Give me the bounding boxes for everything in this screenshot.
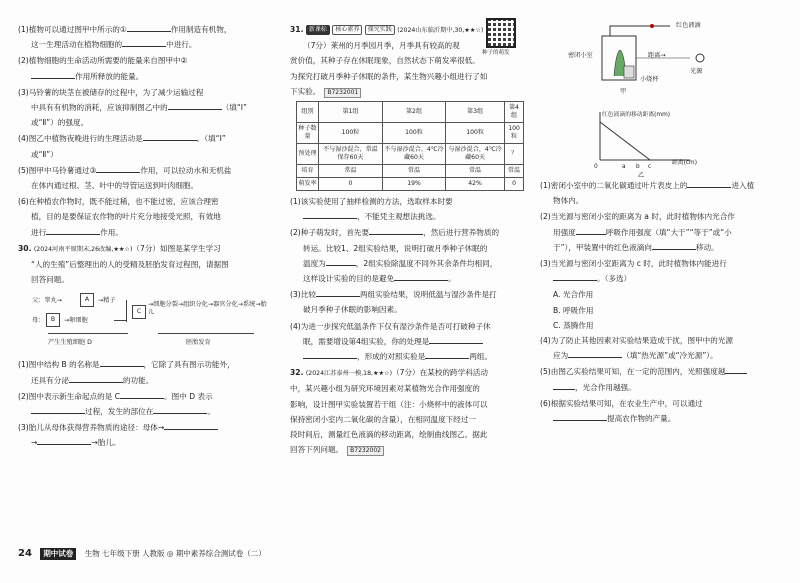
answer-blank[interactable] [168, 100, 222, 110]
structure-a-box: A [80, 293, 94, 307]
question-32-3: (3)当光源与密闭小室距离为 c 时，此时植物体内能进行 。（多选） [540, 259, 727, 284]
bracket-line [48, 333, 128, 334]
question-29-2: (2)植物细胞的生命活动所需要的能量来自图甲中② 作用所释放的能量。 [18, 56, 188, 81]
answer-blank[interactable] [576, 225, 606, 235]
question-29-1: (1)植物可以通过图甲中所示的① 作用制造有机物， 这一生理活动在植物细胞的 中进行。 [18, 22, 274, 52]
answer-blank[interactable] [568, 348, 622, 358]
answer-blank[interactable] [316, 287, 360, 297]
question-32-6: (6)根据实验结果可知，在农业生产中，可以通过 提高农作物的产量。 [540, 398, 703, 424]
answer-blank[interactable] [394, 271, 448, 281]
question-29-5: (5)图甲中马铃薯通过③ 作用，可以拉动水和无机盐 在体内通过根、茎、叶中的导管运送到叶肉细胞。 [18, 163, 274, 193]
connector-line [114, 320, 127, 321]
answer-blank[interactable] [31, 69, 75, 79]
question-32-1: (1)密闭小室中的二氧化碳通过叶片表皮上的 进入植 物体内。 [540, 178, 788, 208]
question-32-4: (4)为了防止其他因素对实验结果造成干扰，图甲中的光源 应为 （填“热光源”或“冷光源”）。 [540, 336, 734, 361]
answer-blank[interactable] [687, 178, 731, 188]
answer-blank[interactable] [425, 349, 469, 359]
answer-blank[interactable] [303, 349, 357, 359]
column-left [18, 22, 274, 452]
page-footer [18, 548, 266, 560]
answer-blank[interactable] [122, 37, 166, 47]
answer-blank[interactable] [369, 225, 423, 235]
question-30-1: (1)图中结构 B 的名称是 ，它除了具有图示功能外， 还具有分泌 的功能。 [18, 357, 274, 387]
option-a[interactable]: A. 光合作用 [553, 290, 594, 300]
answer-blank[interactable] [725, 364, 747, 374]
question-32: 32. (2024江苏泰州一模,18,★★☆)（7分）在某校的跨学科活动 中，某兴趣小组为研究环境因素对某植物光合作用强度的 影响，设计图甲实验装置若干组（注：小烧杯中的液体可以 保持密闭小室内二氧化碳的含量），在相同温度下经过一 段时间后，测量红色液滴的移动距离，绘制曲线图乙。据此 回答下列问题。 B7232002 [290, 368, 488, 455]
table-row: 萌发率 0 19% 42% 0 [297, 178, 524, 191]
question-code: B7232002 [347, 446, 384, 456]
answer-blank[interactable] [652, 240, 696, 250]
question-31-3: (3)比较 两组实验结果，说明低温与湿沙条件是打 破月季种子休眠的影响因素。 [290, 287, 528, 317]
answer-blank[interactable] [120, 389, 164, 399]
line-graph-yi: 红色液滴的移动距离(mm) 0 a b c 距离(cm) 乙 [540, 108, 788, 174]
answer-blank[interactable] [31, 404, 85, 414]
footer-title: 期中素养综合测试卷（二） [175, 549, 266, 558]
answer-blank[interactable] [100, 357, 144, 367]
answer-blank[interactable] [553, 271, 597, 281]
table-row: 预处理 不与湿沙混合，常温保存60天 不与湿沙混合，4℃冷藏60天 与湿沙混合，4℃冷藏60天 ？ [297, 144, 524, 165]
question-29-4: (4)图乙中植物夜晚进行的生理活动是 。（填“Ⅰ” 或“Ⅱ”） [18, 131, 274, 161]
answer-blank[interactable] [164, 420, 218, 430]
bracket-line [158, 333, 254, 334]
question-29-3: (3)马铃薯的块茎在被储存的过程中，为了减少运输过程 中具有有机物的消耗，应该抑制图乙中的 （填“Ⅰ” 或“Ⅱ”）的强度。 [18, 87, 247, 128]
answer-blank[interactable] [37, 435, 91, 445]
question-29-6: (6)在种植农作物时，既不能过稀，也不能过密，应该合理密 植，目的是要保证农作物的叶片充分地接受光照，有效地 进行 作用。 [18, 197, 221, 237]
answer-blank[interactable] [143, 131, 197, 141]
qr-code-icon[interactable] [486, 18, 516, 48]
question-32-5: (5)由图乙实验结果可知，在一定的范围内，光照强度越 ，光合作用越强。 [540, 364, 788, 394]
question-32-2: (2)当光源与密闭小室的距离为 a 时，此时植物体内光合作 用强度 呼吸作用强度（填“大于”“等于”或“小 于”），甲装置中的红色液滴向 移动。 [540, 212, 735, 252]
footer-grade: 七年级下册 [102, 549, 140, 558]
apparatus-illustration [540, 22, 740, 106]
connector-line [126, 300, 127, 322]
answer-blank[interactable] [326, 256, 356, 266]
brand-logo: 期中试卷 [40, 548, 76, 560]
tag-core-literacy: 核心素养 [332, 25, 362, 35]
footer-bullet-icon: ◎ [166, 549, 174, 558]
option-b[interactable]: B. 呼吸作用 [553, 305, 594, 315]
column-right [540, 22, 788, 427]
structure-b-box: B [46, 313, 60, 327]
structure-c-box: C [132, 305, 146, 319]
table-row: 培育 常温 常温 常温 常温 [297, 165, 524, 178]
apparatus-diagram-jia: 红色液滴 密闭小室 距离→ 光源 小烧杯 甲 [540, 22, 788, 106]
answer-blank[interactable] [127, 22, 171, 32]
experiment-table [296, 101, 524, 191]
question-31-4: (4)为进一步探究低温条件下仅有湿沙条件是否可打破种子休 眠，需要增设第4组实验，你的处理是 ，形成的对照实验是 两组。 [290, 321, 493, 362]
answer-blank[interactable] [429, 334, 483, 344]
footer-subject: 生物 [84, 549, 100, 558]
table-header-row: 组别 第1组 第2组 第3组 第4组 [297, 102, 524, 123]
table-row: 种子数量 100粒 100粒 100粒 100粒 [297, 123, 524, 144]
question-30-3: (3)胎儿从母体获得营养物质的途径：母体→ → →胎儿。 [18, 420, 274, 450]
question-30-2: (2)图中表示新生命起点的是 C 。图中 D 表示 过程，发生的部位在 。 [18, 389, 274, 419]
answer-blank[interactable] [46, 225, 100, 235]
page-number: 24 [18, 548, 32, 559]
answer-blank[interactable] [69, 373, 123, 383]
tag-new-standard: 新课标 [306, 25, 330, 35]
footer-edition: 人教版 [141, 549, 165, 558]
option-c[interactable]: C. 蒸腾作用 [553, 320, 594, 330]
tag-inquiry: 探究实践 [365, 25, 395, 35]
column-middle [290, 22, 528, 458]
answer-blank[interactable] [553, 411, 607, 421]
question-code: B7232001 [324, 88, 361, 98]
answer-blank[interactable] [553, 380, 575, 390]
question-31-1: (1)该实验使用了抽样检测的方法，选取样本时要 ，不能凭主观想法挑选。 [290, 197, 453, 222]
answer-blank[interactable] [303, 209, 357, 219]
answer-blank[interactable] [96, 163, 140, 173]
answer-blank[interactable] [153, 404, 207, 414]
question-31-2: (2)种子萌发时，首先要 ，然后进行营养物质的 转运。比较1、2组实验结果，说明打破月季种子休眠的 温度为 ，2组实验除温度不同外其余条件均相同， 这样设计实验的目的是避免 。 [290, 225, 528, 286]
question-30: 30. (2024河南平原期末,26改编,★★☆)（7分）如图是某学生学习 “人的生殖”后整理出的人的受精及胚胎发育过程图，请据图 回答问题。 [18, 243, 229, 285]
reproduction-diagram: 父：睾丸→ A →精子 C →细胞分裂→组织分化→器官分化→系统→胎儿 母： B →卵细胞 产生生殖细胞 D 胚胎发育 [18, 289, 274, 355]
question-31: 31. 新课标 核心素养 探究实践 (2024山东临沂期中,30,★★☆) 种子的萌发 （7分）莱州的月季园月季，月季具有较高的观 赏价值，其种子存在休眠现象，自然状态下萌发率很低。 为探究打破月季种子休眠的条件，某生物兴趣小组进行了如 下实验。 B7232001 [290, 22, 528, 99]
